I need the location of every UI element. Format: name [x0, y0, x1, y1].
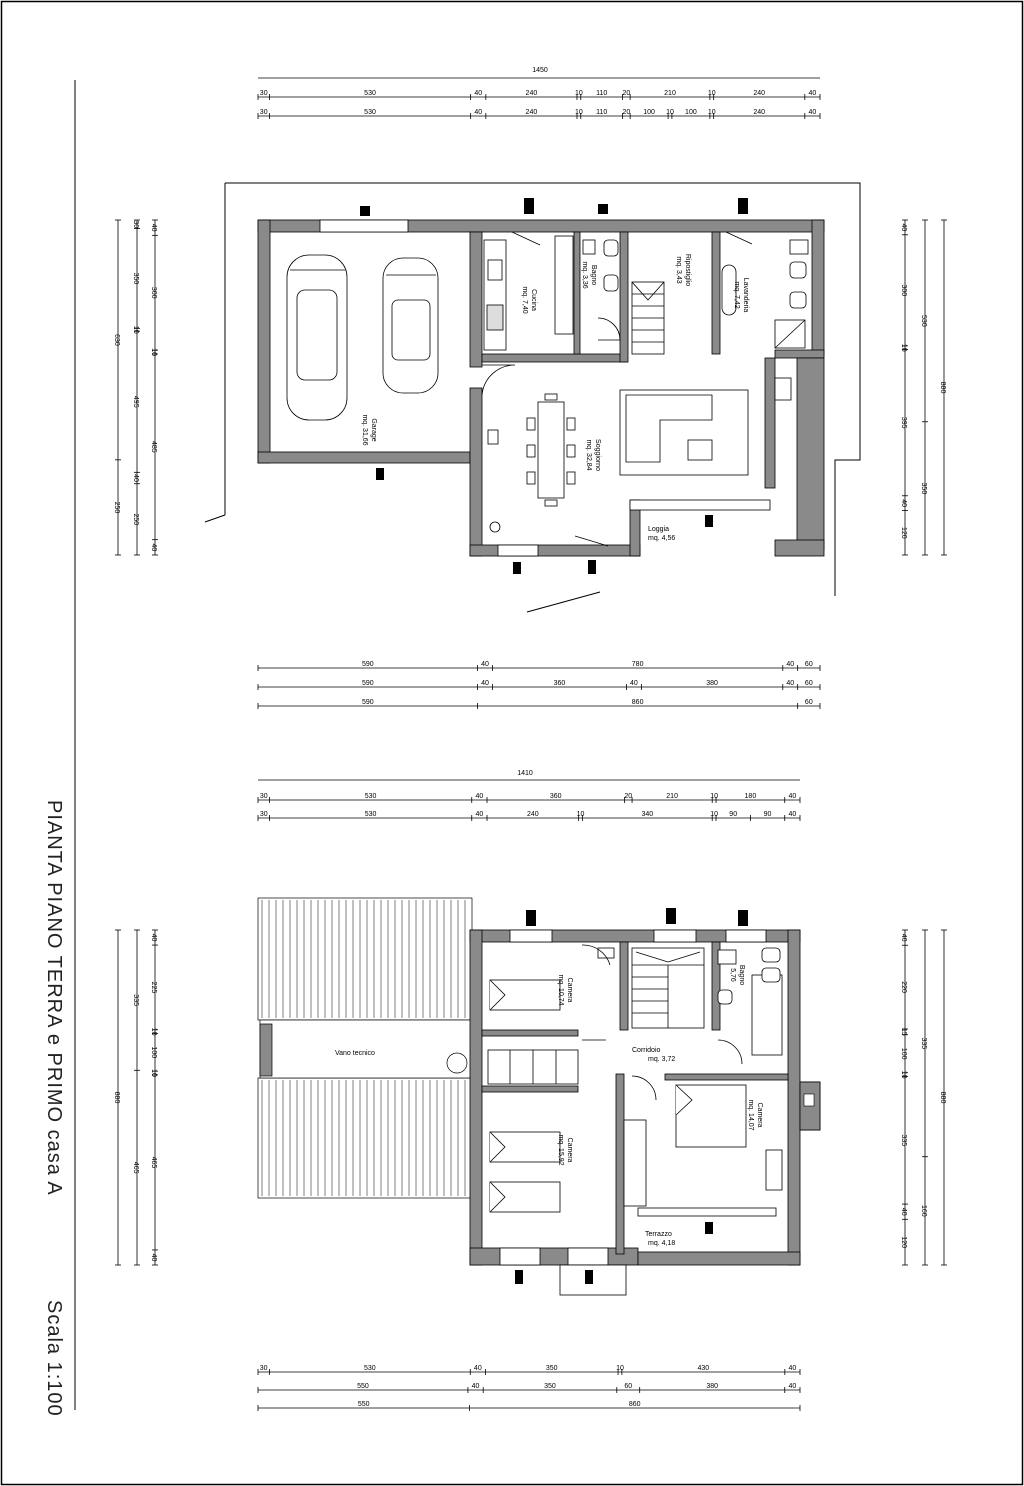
room-name: Cucina — [530, 289, 537, 311]
dimension-label: 110 — [596, 90, 608, 97]
room-area: 5,76 — [729, 968, 736, 982]
dimension-label: 30 — [259, 793, 268, 800]
dimension-label: 110 — [596, 109, 608, 116]
dimension-label: 10 — [707, 90, 716, 97]
dimension-label: 530 — [363, 1365, 376, 1372]
dimension-label: 465 — [150, 1156, 157, 1169]
dimension-label: 120 — [900, 1236, 907, 1249]
dimension-label: 40 — [788, 793, 797, 800]
room-area: mq. 3,72 — [648, 1056, 676, 1063]
dimension-label: 60 — [804, 661, 813, 668]
dimension-label: 590 — [361, 699, 374, 706]
room-name: Corridoio — [632, 1047, 661, 1054]
dimension-label: 335 — [900, 1134, 907, 1147]
dimension-label: 10 — [900, 1070, 907, 1079]
dimension-label: 880 — [113, 1091, 120, 1104]
dimension-label: 20 — [624, 793, 633, 800]
dimension-label: 15 — [900, 1027, 907, 1036]
dimension-label: 40 — [900, 223, 907, 232]
room-name: Lavanderia — [742, 277, 749, 313]
room-name: Camera — [566, 1137, 573, 1163]
dimension-label: 550 — [357, 1383, 369, 1390]
room-name: Ripostiglio — [684, 253, 691, 287]
room-name: Soggiorno — [594, 439, 601, 471]
dimension-label: 860 — [631, 699, 644, 706]
room-name: Camera — [756, 1102, 763, 1128]
dimension-label: 485 — [150, 440, 157, 453]
dimension-label: 780 — [631, 661, 644, 668]
dimension-label: 40 — [150, 1253, 157, 1262]
dimension-label: 100 — [150, 1046, 157, 1059]
dimension-label: 60 — [804, 680, 813, 687]
title-block — [43, 800, 65, 1417]
dimension-label: 530 — [364, 811, 377, 818]
dimension-label: 40 — [150, 223, 157, 232]
dimension-label: 40 — [900, 499, 907, 508]
dimension-label: 530 — [364, 90, 376, 97]
room-area: mq. 7,42 — [733, 281, 740, 309]
dimension-label: 30 — [132, 220, 139, 229]
room-area: mq. 3,43 — [675, 256, 682, 284]
room-area: mq. 31,66 — [361, 414, 368, 446]
dimension-label: 40 — [788, 811, 797, 818]
dimension-label: 10 — [707, 109, 716, 116]
dimension-label: 240 — [525, 90, 538, 97]
dimension-label: 40 — [786, 680, 795, 687]
room-name: Bagno — [738, 964, 745, 986]
dimension-label: 90 — [729, 811, 738, 818]
room-area: mq. 4,18 — [648, 1240, 676, 1247]
dimension-label: 180 — [744, 793, 757, 800]
dimension-label: 20 — [622, 90, 631, 97]
dimension-label: 30 — [259, 90, 268, 97]
dimension-label: 10 — [150, 1027, 157, 1036]
dimension-label: 30 — [259, 109, 268, 116]
dimension-label: 465 — [132, 1161, 139, 1174]
dimension-label: 30 — [259, 811, 268, 818]
room-name: Camera — [566, 977, 573, 1003]
dimension-label: 10 — [574, 90, 583, 97]
room-name: Loggia — [648, 526, 670, 533]
dimension-label: 40 — [808, 109, 817, 116]
dimension-label: 220 — [900, 981, 907, 993]
dimension-label: 160 — [920, 1205, 927, 1217]
dimension-label: 300 — [900, 284, 907, 297]
dimension-label: 240 — [753, 109, 766, 116]
dimension-label: 860 — [628, 1401, 641, 1408]
dimension-label: 10 — [150, 348, 157, 356]
dimension-label: 335 — [920, 1037, 927, 1050]
dimension-label: 395 — [900, 416, 907, 429]
dimension-label: 10 — [710, 811, 719, 818]
dimension-label: 225 — [150, 981, 157, 994]
dimension-label: 40 — [630, 680, 638, 687]
dimension-label: 30 — [259, 1365, 268, 1372]
dimension-label: 90 — [763, 811, 772, 818]
dimension-label: 350 — [544, 1383, 556, 1390]
sheet-title: PIANTA PIANO TERRA e PRIMO casa A — [43, 800, 65, 1196]
dimension-label: 880 — [939, 381, 946, 394]
dimension-label: 40 — [788, 1383, 797, 1390]
dimension-label: 550 — [357, 1401, 370, 1408]
dimension-label: 10 — [710, 793, 719, 800]
dimension-label: 10 — [132, 325, 139, 334]
dimension-label: 10 — [900, 343, 907, 352]
dimension-label: 40 — [132, 474, 139, 482]
dimension-label: 210 — [666, 793, 678, 800]
dimension-label: 40 — [481, 661, 489, 668]
dimension-label: 300 — [150, 286, 157, 299]
dimension-label: 210 — [664, 90, 676, 97]
sheet-scale: Scala 1:100 — [43, 1300, 65, 1417]
room-area: mq. 3,36 — [581, 261, 588, 289]
dimension-label: 630 — [113, 334, 120, 346]
dimension-label: 40 — [474, 90, 483, 97]
room-area: mq. 4,56 — [648, 535, 676, 542]
ground-top-total: 1450 — [532, 67, 548, 74]
dimension-label: 40 — [900, 933, 907, 942]
room-area: mq. 14,07 — [747, 1099, 754, 1131]
room-name: Vano tecnico — [335, 1050, 375, 1057]
dimension-label: 40 — [900, 1207, 907, 1216]
dimension-label: 530 — [920, 315, 927, 327]
dimension-label: 40 — [475, 811, 484, 818]
dimension-label: 590 — [361, 680, 374, 687]
dimension-label: 20 — [622, 109, 631, 116]
dimension-label: 60 — [624, 1383, 633, 1390]
dimension-label: 590 — [361, 661, 374, 668]
dimension-label: 240 — [526, 811, 539, 818]
dimension-label: 120 — [900, 526, 907, 539]
dimension-label: 335 — [132, 994, 139, 1006]
dimension-label: 100 — [643, 109, 655, 116]
dimension-label: 10 — [574, 109, 583, 116]
dimension-label: 10 — [616, 1365, 624, 1372]
dimension-label: 60 — [804, 699, 813, 706]
dimension-label: 10 — [666, 109, 674, 116]
room-area: mq. 7,40 — [521, 286, 528, 314]
room-name: Garage — [370, 418, 377, 442]
dimension-label: 380 — [706, 680, 718, 687]
dimension-label: 40 — [475, 793, 484, 800]
dimension-label: 100 — [685, 109, 697, 116]
dimension-label: 40 — [786, 661, 795, 668]
dimension-label: 100 — [900, 1047, 907, 1060]
room-area: mq. 10,74 — [557, 974, 564, 1006]
room-name: Terrazzo — [645, 1231, 672, 1238]
first-top-total: 1410 — [517, 770, 533, 777]
dimension-label: 40 — [474, 109, 483, 116]
dimension-label: 10 — [150, 1069, 157, 1077]
dimension-label: 360 — [549, 793, 562, 800]
dimension-label: 40 — [473, 1365, 482, 1372]
dimension-label: 360 — [553, 680, 566, 687]
dimension-label: 40 — [788, 1365, 797, 1372]
dimension-label: 40 — [471, 1383, 480, 1390]
dimension-label: 240 — [753, 90, 766, 97]
dimension-label: 430 — [697, 1365, 710, 1372]
dimension-label: 250 — [132, 513, 139, 526]
dimension-label: 240 — [525, 109, 538, 116]
dimension-label: 10 — [576, 811, 585, 818]
dimension-label: 40 — [808, 90, 817, 97]
room-name: Bagno — [590, 264, 597, 286]
dimension-label: 40 — [150, 543, 157, 552]
room-area: mq. 32,84 — [585, 439, 592, 471]
dimension-label: 40 — [150, 933, 157, 942]
dimension-label: 350 — [920, 482, 927, 495]
dimension-label: 380 — [706, 1383, 719, 1390]
dimension-label: 530 — [364, 109, 376, 116]
dimension-label: 530 — [364, 793, 377, 800]
room-area: mq. 15,92 — [557, 1134, 564, 1166]
dimension-label: 350 — [545, 1365, 558, 1372]
roof-area — [258, 898, 472, 1198]
dimension-label: 250 — [113, 501, 120, 514]
dimension-label: 350 — [132, 272, 139, 285]
dimension-label: 880 — [939, 1091, 946, 1104]
dimension-label: 40 — [481, 680, 489, 687]
dimension-label: 495 — [132, 395, 139, 408]
dimension-label: 340 — [641, 811, 654, 818]
